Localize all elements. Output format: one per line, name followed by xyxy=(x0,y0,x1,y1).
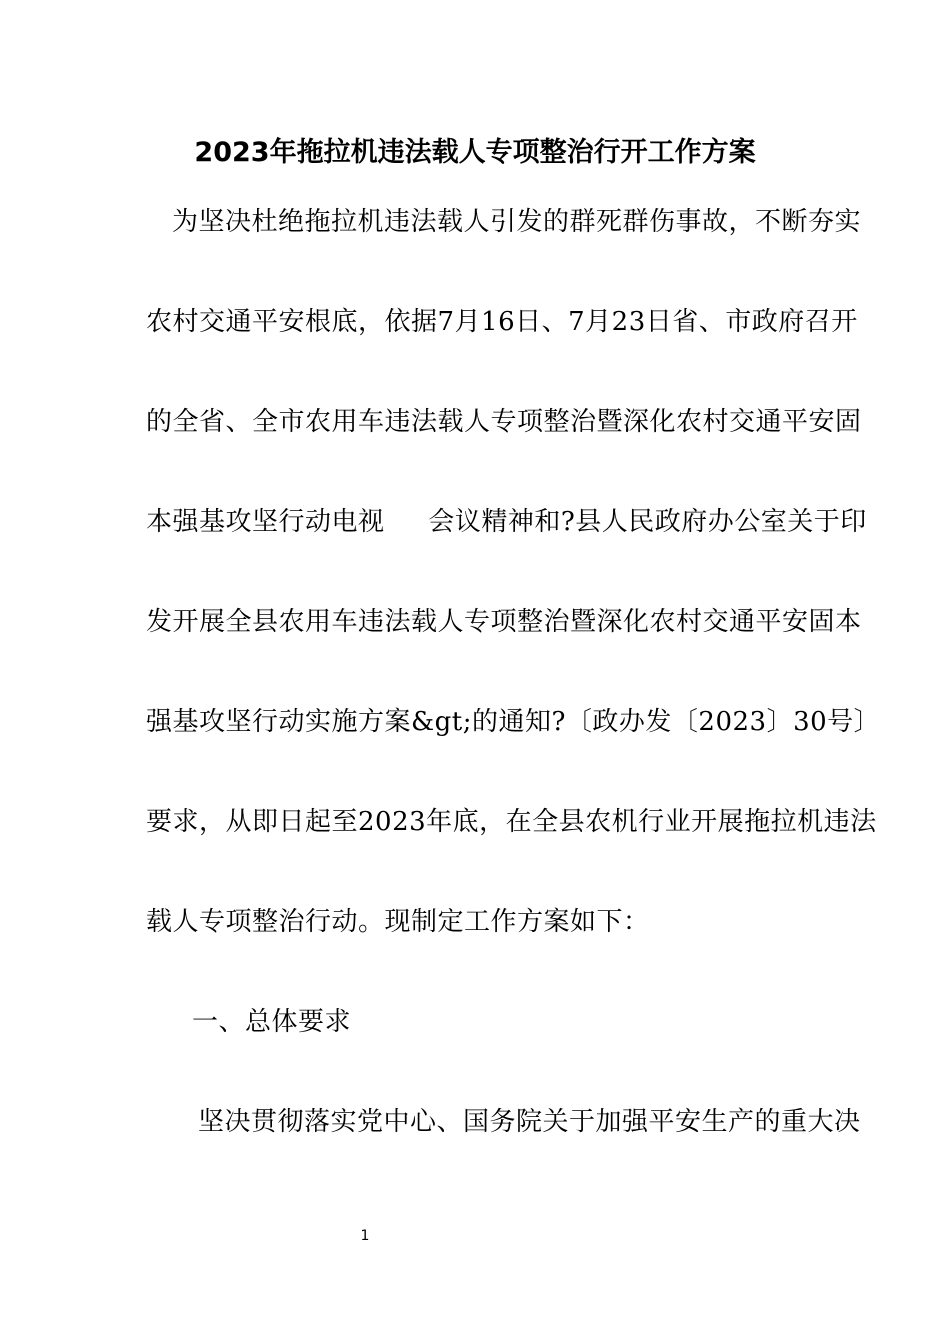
paragraph-line: 为坚决杜绝拖拉机违法载人引发的群死群伤事故，不断夯实 xyxy=(172,207,862,237)
page-number: 1 xyxy=(360,1228,370,1244)
section-heading: 一、总体要求 xyxy=(192,1007,352,1037)
document-title: 2023年拖拉机违法载人专项整治行开工作方案 xyxy=(194,137,756,168)
paragraph-line: 要求，从即日起至2023年底，在全县农机行业开展拖拉机违法 xyxy=(146,807,877,837)
paragraph-line: 坚决贯彻落实党中心、国务院关于加强平安生产的重大决 xyxy=(198,1107,861,1137)
paragraph-line: 强基攻坚行动实施方案&gt;的通知?〔政办发〔2023〕30号〕 xyxy=(146,707,881,737)
paragraph-line: 本强基攻坚行动电视 会议精神和?县人民政府办公室关于印 xyxy=(146,507,867,537)
paragraph-line: 载人专项整治行动。现制定工作方案如下： xyxy=(146,907,650,937)
paragraph-line: 发开展全县农用车违法载人专项整治暨深化农村交通平安固本 xyxy=(146,607,862,637)
paragraph-line: 的全省、全市农用车违法载人专项整治暨深化农村交通平安固 xyxy=(146,407,862,437)
paragraph-line: 农村交通平安根底，依据7月16日、7月23日省、市政府召开 xyxy=(146,307,858,337)
